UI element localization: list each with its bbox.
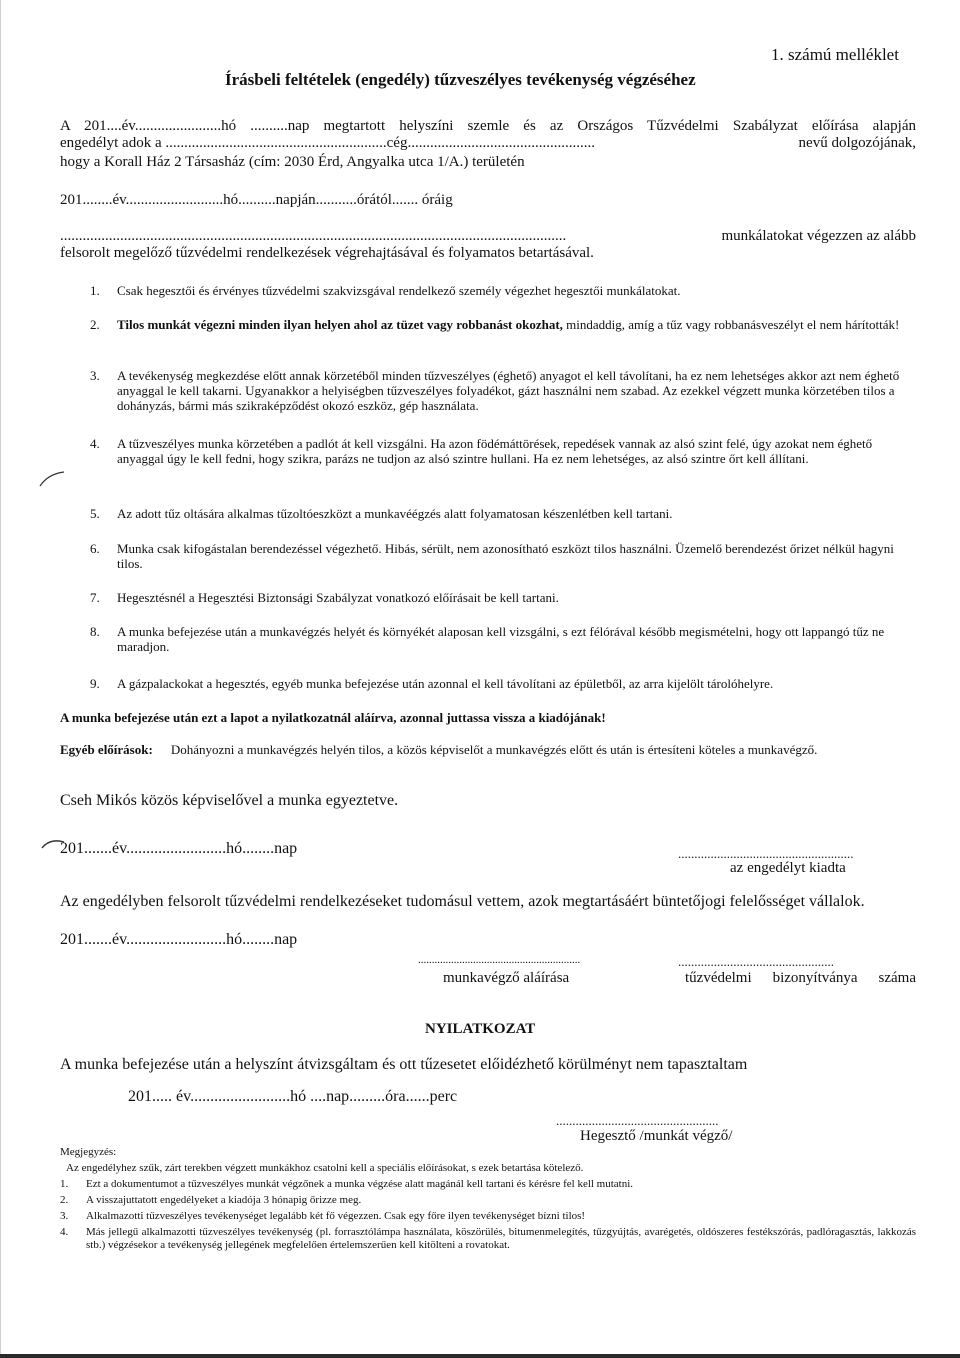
rule-4-text: A tűzveszélyes munka körzetében a padlót át kell vizsgálni. Ha azon födémáttörések, repedések vannak az alsó szint felé, úgy azokat nem éghető anyaggal úgy le kell fedni, hogy szikra, parázs ne tudjon az alsó szintre hullani. Ha ez nem lehetséges, az alsó szintre őrt kell állítani. (117, 436, 873, 466)
issue-date: 201.......év.........................hó........nap (60, 840, 298, 857)
annex-label: 1. számú melléklet (771, 45, 899, 64)
scan-edge-bottom (0, 1354, 960, 1358)
rule-3-number: 3. (90, 368, 100, 383)
note-3-text: Alkalmazotti tűzveszélyes tevékenységet legalább két fő végezzen. Csak egy főre ilyen tevékenységet bízni tilos! (86, 1210, 586, 1222)
note-1-number: 1. (60, 1178, 69, 1190)
scan-edge-left (0, 0, 1, 1358)
other-rules (60, 742, 817, 758)
agreement-line: Cseh Mikós közös képviselővel a munka egyeztetve. (60, 792, 399, 809)
other-rules-text: Dohányozni a munkavégzés helyén tilos, a közös képviselőt a munkavégzés előtt és után is értesíteni köteles a munkavégző. (170, 742, 818, 757)
intro-line-4: 201........év..........................hó..........napján...........órától....... óráig (60, 192, 453, 208)
rule-7-number: 7. (90, 590, 100, 605)
declaration-text: A munka befejezése után a helyszínt átvizsgáltam és ott tűzesetet előidézhető körülményt nem tapasztaltam (60, 1056, 748, 1073)
rule-9-number: 9. (90, 676, 100, 691)
welder-signature-label: Hegesztő /munkát végző/ (580, 1128, 733, 1144)
note-4-number: 4. (60, 1226, 69, 1238)
intro-line-3: hogy a Korall Ház 2 Társasház (cím: 2030 Érd, Angyalka utca 1/A.) területén (60, 154, 525, 170)
notes-title: Megjegyzés: (60, 1146, 117, 1158)
note-4-text: Más jellegű alkalmazotti tűzveszélyes tevékenység (pl. forrasztólámpa használata, köszörülés, bitumenmelegítés, tűzgyújtás, avarégetés, oldószeres festékszórás, padlóragasztás, lakkozás stb.) végzésekor a tevékenység jellegének megfelelően értelemszerűen kell kitölteni a rovatokat. (86, 1226, 916, 1251)
intro-line-1: A 201....év.......................hó ..........nap megtartott helyszíni szemle és az Országos Tűzvédelmi Szabályzat előírása alapján (60, 118, 916, 134)
certificate-number-line: ................................................ (678, 954, 834, 969)
note-2-number: 2. (60, 1194, 69, 1206)
intro-line-6: felsorolt megelőző tűzvédelmi rendelkezések végrehajtásával és folyamatos betartásával. (60, 245, 594, 261)
declaration-title: NYILATKOZAT (425, 1021, 536, 1037)
rule-6-number: 6. (90, 541, 100, 556)
rule-2-number: 2. (90, 317, 100, 332)
worker-signature-line: ........................................................... (418, 954, 581, 966)
rule-5-text: Az adott tűz oltására alkalmas tűzoltóeszközt a munkavéégzés alatt folyamatosan készenlétben kell tartani. (117, 506, 673, 521)
rule-3-text: A tevékenység megkezdése előtt annak körzetéből minden tűzveszélyes (éghető) anyagot el kell távolítani, ha ez nem lehetséges akkor azt nem éghető anyaggal le kell takarni. Ugyanakkor a helyiségben tűzveszélyes folyadékot, gázt használni nem szabad. Az ezekkel végzett munka körzetében tilos a dohányzás, bármi más szikraképződést okozó eszköz, gép használata. (117, 368, 900, 413)
other-rules-label: Egyéb előírások: (60, 742, 153, 757)
issuer-signature-label: az engedélyt kiadta (730, 860, 846, 876)
rule-2-text (117, 317, 917, 332)
certificate-number-label: tűzvédelmi bizonyítványa száma (685, 970, 916, 986)
rule-1-text: Csak hegesztői és érvényes tűzvédelmi szakvizsgával rendelkező személy végezhet hegesztői munkálatokat. (117, 283, 681, 298)
note-2-text: A visszajuttatott engedélyeket a kiadója 3 hónapig őrizze meg. (86, 1194, 362, 1206)
rule-4-number: 4. (90, 436, 100, 451)
note-3-number: 3. (60, 1210, 69, 1222)
intro-line-2: engedélyt adok a ...........................................................cég.................................................. nevű dolgozójának, (60, 135, 916, 151)
welder-signature-line: .................................................. (556, 1113, 719, 1128)
pen-mark-date (40, 834, 66, 852)
rule-8-number: 8. (90, 624, 100, 639)
acknowledgement-text: Az engedélyben felsorolt tűzvédelmi rendelkezéseket tudomásul vettem, azok megtartásáért büntetőjogi felelősséget vállalok. (60, 893, 865, 910)
rule-6-text: Munka csak kifogástalan berendezéssel végezhető. Hibás, sérült, nem azonosítható eszközt tilos használni. Üzemelő berendezést őrizet nélkül hagyni tilos. (117, 541, 894, 571)
document-title: Írásbeli feltételek (engedély) tűzveszélyes tevékenység végzéséhez (225, 70, 696, 89)
rule-8-text: A munka befejezése után a munkavégzés helyét és környékét alaposan kell vizsgálni, s ezt félórával később megismételni, hogy ott lappangó tűz ne maradjon. (117, 624, 885, 654)
intro-line-5: ....................................................................................................................................... munkálatokat végezzen az alább (60, 228, 916, 244)
rule-2-rest: mindaddig, amíg a tűz vagy robbanásveszélyt el nem hárították! (562, 317, 900, 332)
issuer-signature-line: ...................................................... (678, 846, 854, 861)
rule-7-text: Hegesztésnél a Hegesztési Biztonsági Szabályzat vonatkozó előírásait be kell tartani. (117, 590, 559, 605)
rule-1-number: 1. (90, 283, 100, 298)
rule-2-bold: Tilos munkát végezni minden ilyan helyen ahol az tüzet vagy robbanást okozhat, (117, 317, 563, 332)
notes-intro: Az engedélyhez szűk, zárt terekben végzett munkákhoz csatolni kell a speciális előírásokat, s ezek betartása kötelező. (66, 1162, 584, 1174)
worker-signature-label: munkavégző aláírása (443, 970, 570, 986)
rule-5-number: 5. (90, 506, 100, 521)
note-1-text: Ezt a dokumentumot a tűzveszélyes munkát végzőnek a munka végzése alatt magánál kell tartani és kérésre fel kell mutatni. (86, 1178, 634, 1190)
pen-mark-margin (38, 470, 68, 490)
return-notice: A munka befejezése után ezt a lapot a nyilatkozatnál aláírva, azonnal juttassa vissza a kiadójának! (60, 710, 606, 725)
rule-9-text: A gázpalackokat a hegesztés, egyéb munka befejezése után azonnal el kell távolítani az épületből, az arra kijelölt tárolóhelyre. (117, 676, 774, 691)
declaration-date: 201..... év.........................hó ....nap.........óra......perc (128, 1088, 458, 1105)
worker-date: 201.......év.........................hó........nap (60, 931, 298, 948)
